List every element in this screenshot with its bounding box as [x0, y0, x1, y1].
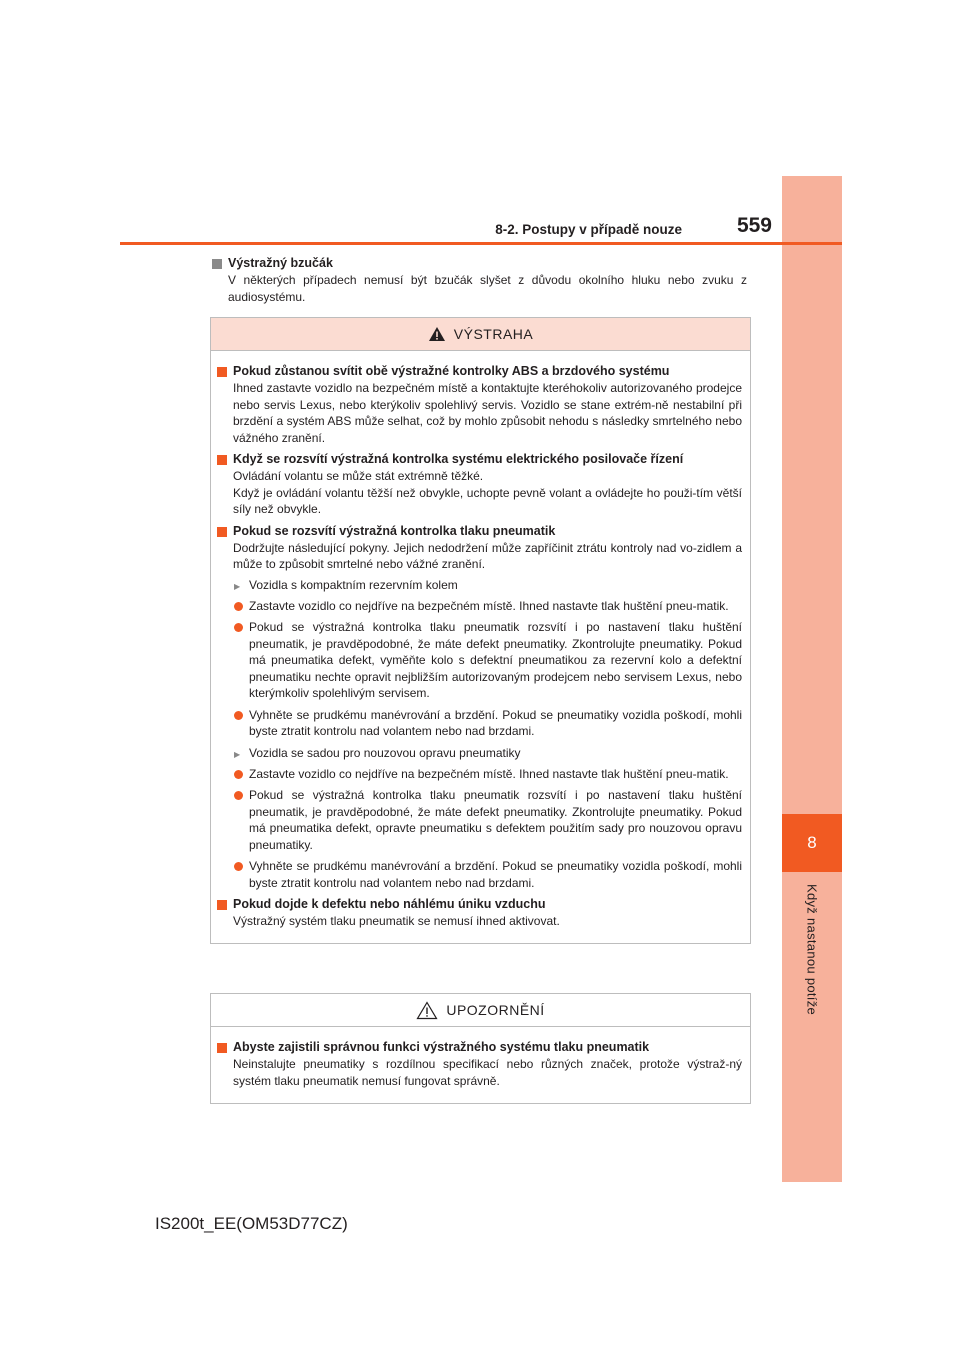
sub-heading-repair-kit: ▶ Vozidla se sadou pro nouzovou opravu pneumatiky	[217, 745, 742, 762]
chapter-number: 8	[807, 833, 817, 852]
item-title: Pokud se rozsvítí výstražná kontrolka tlaku pneumatik	[217, 523, 742, 540]
item-title: Když se rozsvítí výstražná kontrolka systému elektrického posilovače řízení	[217, 451, 742, 468]
list-item: Vyhněte se prudkému manévrování a brzdění. Pokud se pneumatiky vozidla poškodí, mohli byste ztratit kontrolu nad volantem nebo nad brzdami.	[217, 707, 742, 740]
sub-heading-compact-spare: ▶ Vozidla s kompaktním rezervním kolem	[217, 577, 742, 594]
warning-heading: VÝSTRAHA	[453, 326, 534, 342]
chapter-side-tab	[782, 176, 842, 1182]
caution-box	[210, 993, 751, 1104]
item-text: Ihned zastavte vozidlo na bezpečném místě a kontaktujte kteréhokoliv autorizovaného prodejce nebo servis Lexus, nebo kterýkoliv spolehlivý servis. Vozidlo se stane extrém-ně nestabilní při brzdění a systém ABS může selhat, což by mohlo způsobit nehodu s následky smrtelného nebo vážného zranění.	[233, 381, 742, 445]
chapter-title-vertical	[799, 884, 825, 1024]
list-item: Zastavte vozidlo co nejdříve na bezpečném místě. Ihned nastavte tlak huštění pneu-matik.	[217, 598, 742, 615]
warning-item-tpws	[217, 523, 742, 892]
item-title: Pokud dojde k defektu nebo náhlému úniku vzduchu	[217, 896, 742, 913]
list-item: Pokud se výstražná kontrolka tlaku pneumatik rozsvítí i po nastavení tlaku huštění pneumatik, je pravděpodobné, že máte defekt pneumatiky. Zkontrolujte pneumatiky. Pokud má pneumatika defekt, opravte pneumatiku s defektem použitím sady pro nouzovou opravu pneumatiky.	[217, 787, 742, 853]
list-item: Pokud se výstražná kontrolka tlaku pneumatik rozsvítí i po nastavení tlaku huštění pneumatik, je pravděpodobné, že máte defekt pneumatiky. Zkontrolujte pneumatiky. Pokud má pneumatika defekt, vyměňte kolo s defektní pneumatikou za rezervní kolo a defektní pneumatiku nechte opravit nejbližším autorizovaným prodejcem nebo servisem Lexus, nebo kterýmkoliv spolehlivým servisem.	[217, 619, 742, 702]
warning-body	[211, 351, 750, 943]
warning-header	[211, 318, 750, 351]
page-number: 559	[736, 214, 772, 237]
item-title: Pokud zůstanou svítit obě výstražné kontrolky ABS a brzdového systému	[217, 363, 742, 380]
warning-triangle-icon	[428, 326, 446, 342]
list-item: Zastavte vozidlo co nejdříve na bezpečném místě. Ihned nastavte tlak huštění pneu-matik.	[217, 766, 742, 783]
list-item: Vyhněte se prudkému manévrování a brzdění. Pokud se pneumatiky vozidla poškodí, mohli byste ztratit kontrolu nad volantem nebo nad brzdami.	[217, 858, 742, 891]
caution-text: Neinstalujte pneumatiky s rozdílnou specifikací nebo různých značek, protože výstraž-ný systém tlaku pneumatik nemusí fungovat správně.	[233, 1057, 742, 1088]
item-text: Když je ovládání volantu těžší než obvykle, uchopte pevně volant a ovládejte ho použi-tím větší síly než obvykle.	[233, 485, 742, 516]
intro-title: Výstražný bzučák	[212, 255, 747, 272]
caution-triangle-icon	[416, 1001, 438, 1020]
item-text: Dodržujte následující pokyny. Jejich nedodržení může zapříčinit ztrátu kontroly nad vo-zidlem a může to způsobit smrtelné nebo vážné zranění.	[233, 540, 742, 571]
item-text: Výstražný systém tlaku pneumatik se nemusí ihned aktivovat.	[233, 914, 560, 928]
chapter-number-tab[interactable]	[782, 814, 842, 872]
chapter-title: Když nastanou potíže	[804, 884, 820, 1016]
header-rule	[120, 242, 842, 245]
warning-item-abs	[217, 363, 742, 446]
warning-item-flat-tire	[217, 896, 742, 930]
section-title: 8-2. Postupy v případě nouze	[495, 222, 682, 237]
intro-section	[212, 255, 747, 305]
warning-box	[210, 317, 751, 944]
caution-body	[211, 1027, 750, 1103]
caution-header	[211, 994, 750, 1027]
intro-text: V některých případech nemusí být bzučák slyšet z důvodu okolního hluku nebo zvuku z audiosystému.	[228, 273, 747, 304]
caution-title: Abyste zajistili správnou funkci výstražného systému tlaku pneumatik	[217, 1039, 742, 1056]
item-text: Ovládání volantu se může stát extrémně těžké.	[233, 469, 484, 483]
caution-heading: UPOZORNĚNÍ	[446, 1002, 545, 1018]
document-code: IS200t_EE(OM53D77CZ)	[155, 1214, 348, 1233]
warning-item-eps	[217, 451, 742, 518]
